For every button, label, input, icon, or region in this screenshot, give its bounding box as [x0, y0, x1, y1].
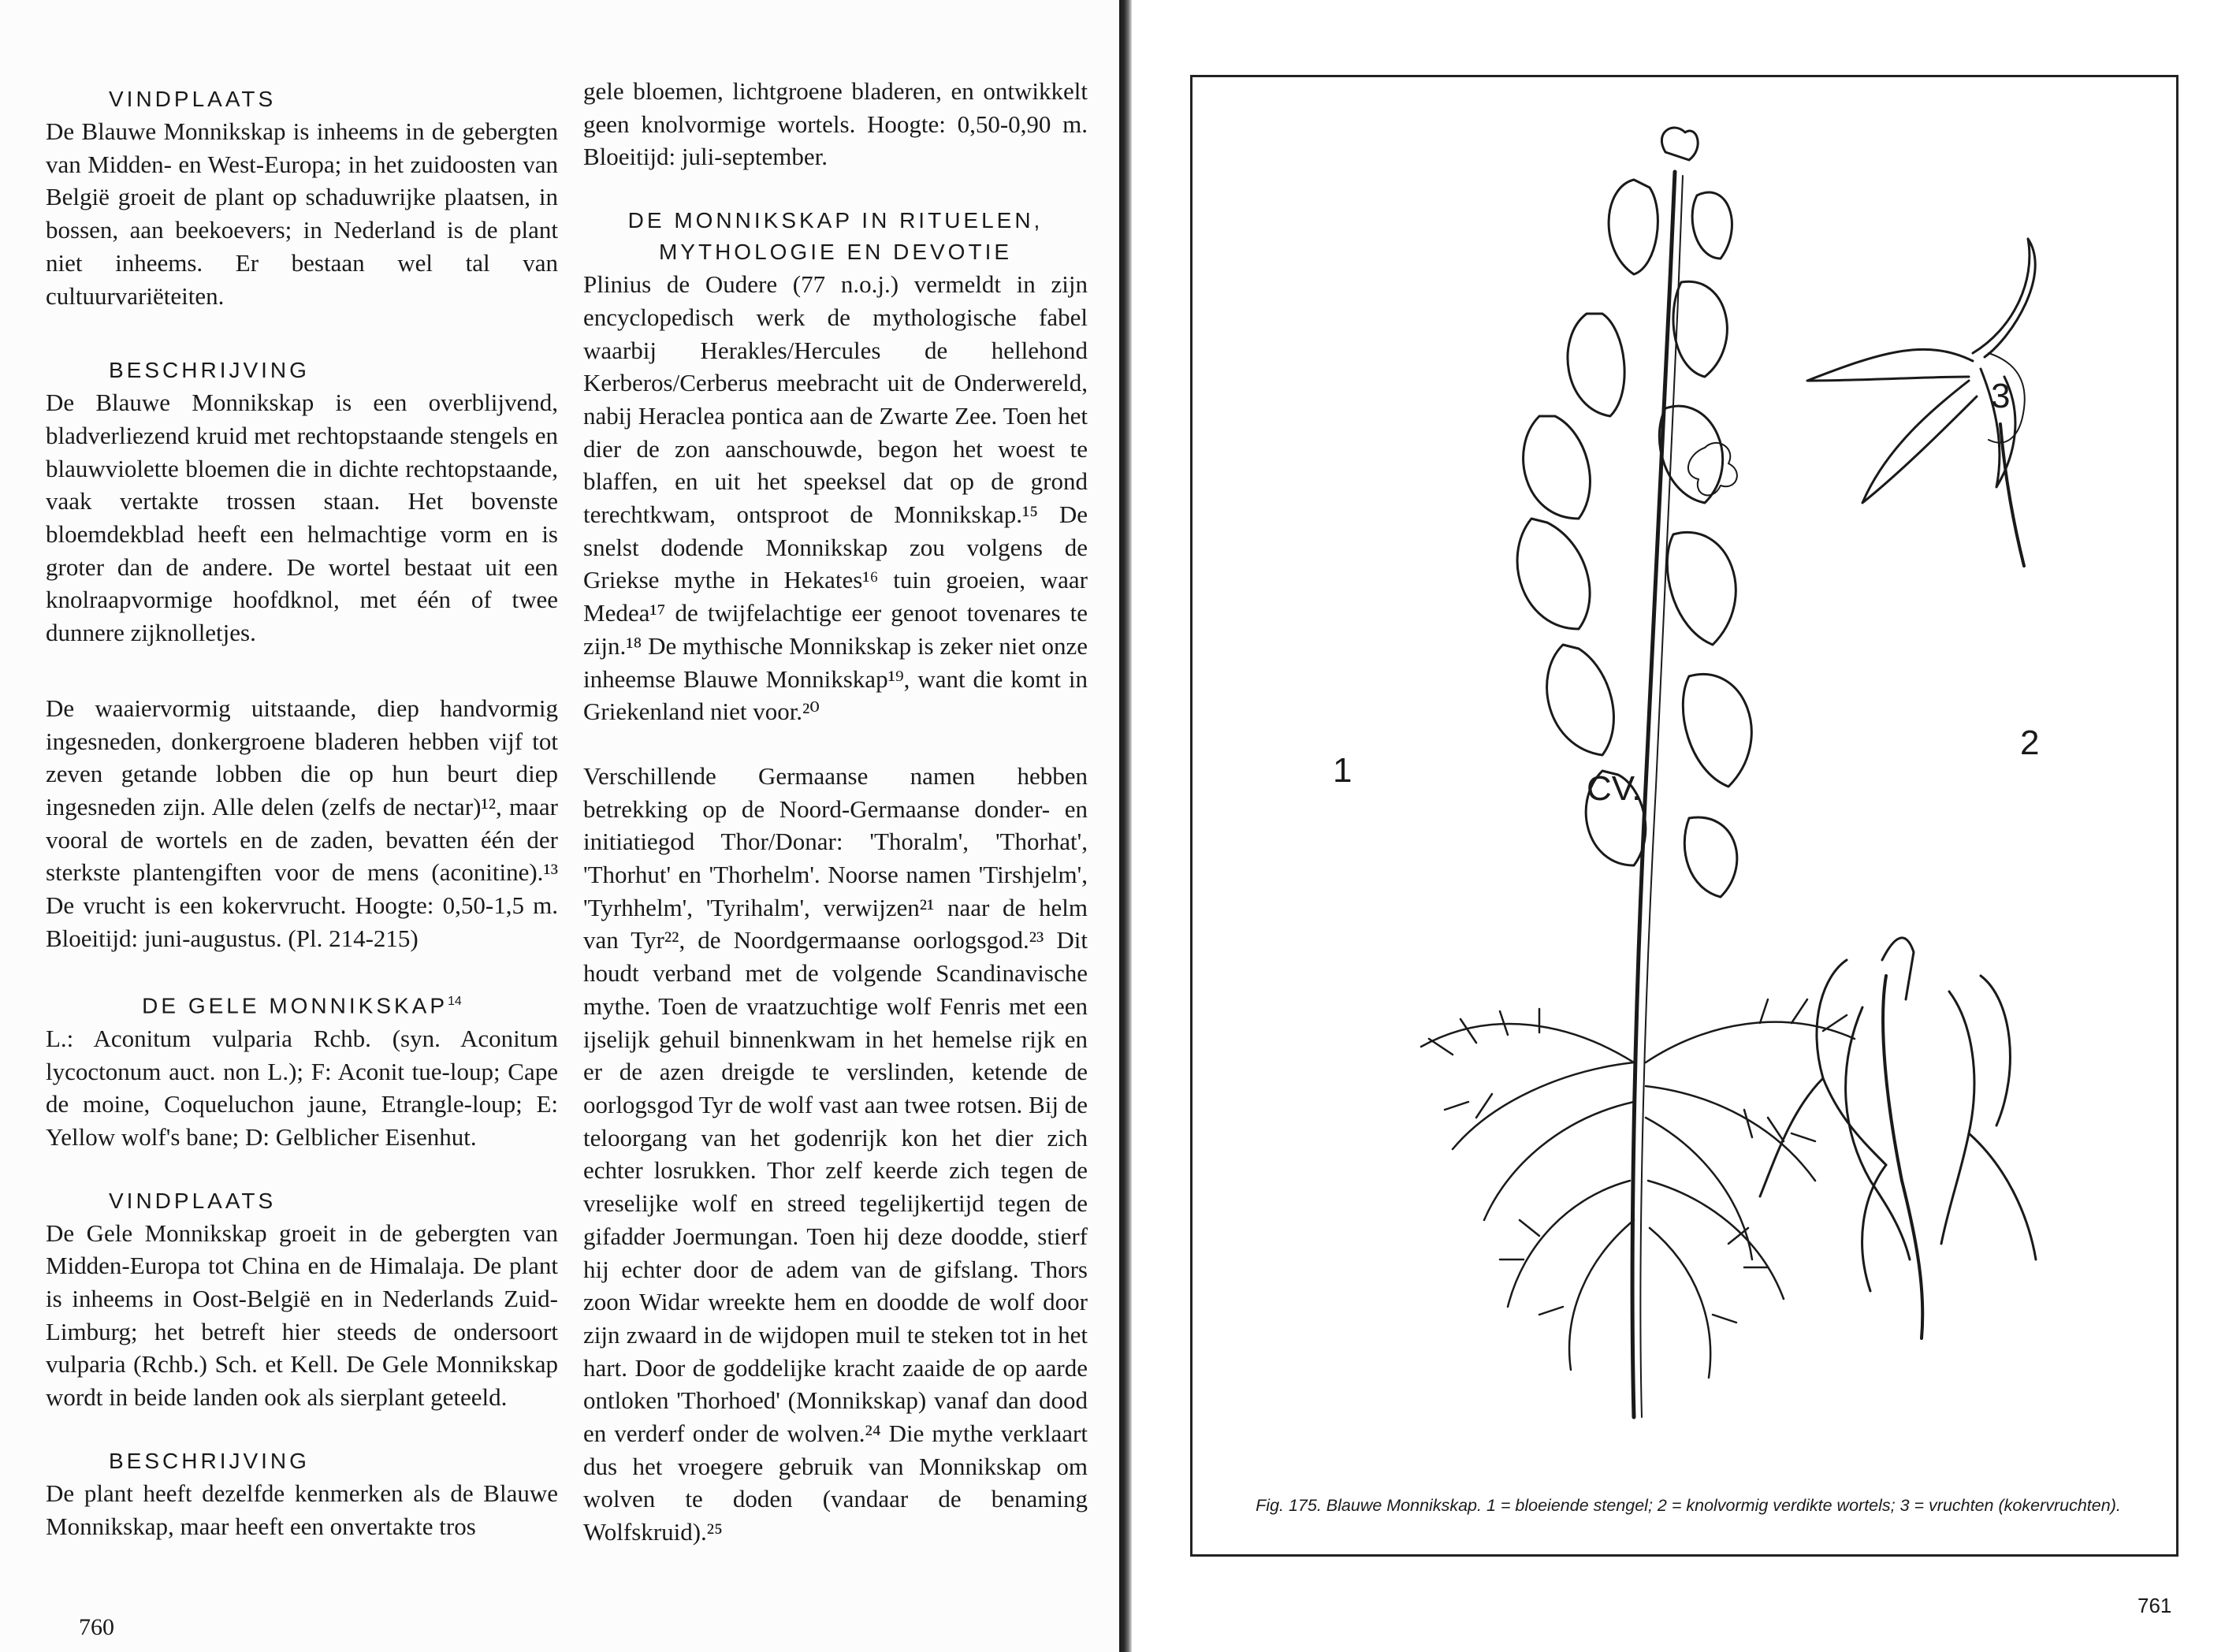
paragraph-germaans: Verschillende Germaanse namen hebben betrekking op de Noord-Germaanse donder- en initiatiegod Thor/Donar: 'Thoralm', 'Thorhat', 'Thorhut' en 'Thorhelm'. Noorse namen 'Tirshjelm', 'Tyrhhelm', 'Tyrihalm', verwijzen²¹ naar de helm van Tyr²², de Noordgermaanse oorlogsgod.²³ Dit houdt verband met de volgende Scandinavische mythe. Toen de vraatzuchtige wolf Fenris met een ijselijk gehuil binnenkwam in het hemelse rijk en er de azen dreigde te verslinden, ketende de oorlogsgod Tyr de wolf vast aan twee rotsen. Bij de teloorgang van het godenrijk kon het dier zich echter losrukken. Thor zelf keerde zich tegen de vreselijke wolf en streed tegelijkertijd tegen de gifadder Joermungan. Toen hij deze doodde, stierf hij echter door de adem van de gifslang. Thors zoon Widar wreekte hem en doodde de wolf door zijn zwaard in de wijdopen muil te steken tot in het hart. Door de goddelijke kracht zaaide de op aarde ontloken 'Thorhoed' (Monnikskap) vanaf dan dood en verderf onder de wolven.²⁴ Die mythe verklaart dus het vroegere gebruik van Monnikskap om wolven te doden (vandaar de benaming Wolfskruid).²⁵: [583, 761, 1088, 1546]
paragraph-continued: gele bloemen, lichtgroene bladeren, en ontwikkelt geen knolvormige wortels. Hoogte: 0,50-0,90 m. Bloeitijd: juli-september.: [583, 77, 1088, 171]
heading-beschrijving: BESCHRIJVING: [109, 358, 310, 383]
paragraph-vindplaats: De Blauwe Monnikskap is inheems in de gebergten van Midden- en West-Europa; in het zuidoosten van België groeit de plant op schaduwrijke plaatsen, in bossen, aan beekoevers; in Nederland is de plant niet inheems. Er bestaan wel tal van cultuurvariëteiten.: [46, 117, 558, 310]
figure-label-1: 1: [1333, 751, 1352, 790]
page-number-right: 761: [2138, 1594, 2172, 1617]
left-column: [46, 84, 558, 1542]
paragraph-vindplaats-2: De Gele Monnikskap groeit in de gebergten van Midden-Europa tot China en de Himalaja. De plant is inheems in Oost-België en in Nederlands Zuid-Limburg; het betreft hier steeds de ondersoort vulparia (Rchb.) Sch. et Kell. De Gele Monnikskap wordt in beide landen ook als sierplant geteeld.: [46, 1219, 558, 1412]
heading-gele-monnikskap: [46, 986, 558, 1021]
heading-gele-footnote: 14: [448, 995, 462, 1009]
heading-rituelen-line2: MYTHOLOGIE EN DEVOTIE: [658, 240, 1013, 265]
figure-label-2: 2: [2020, 724, 2040, 762]
figure-caption: Fig. 175. Blauwe Monnikskap. 1 = bloeiende stengel; 2 = knolvormig verdikte wortels; 3 = vruchten (kokervruchten).: [1256, 1496, 2121, 1515]
heading-vindplaats-2: VINDPLAATS: [109, 1188, 277, 1213]
heading-rituelen-line1: DE MONNIKSKAP IN RITUELEN,: [627, 208, 1044, 233]
paragraph-beschrijving-2: De plant heeft dezelfde kenmerken als de Blauwe Monnikskap, maar heeft een onvertakte tros: [46, 1479, 558, 1540]
heading-gele-prefix: DE: [142, 993, 188, 1018]
roots-illustration: [1760, 938, 2036, 1338]
figure-frame: [1190, 75, 2178, 1557]
right-column: [583, 75, 1088, 1549]
paragraph-gele-names: L.: Aconitum vulparia Rchb. (syn. Aconitum lycoctonum auct. non L.); F: Aconit tue-loup; Cape de moine, Coqueluchon jaune, Etrangle-loup; E: Yellow wolf's bane; D: Gelblicher Eisenhut.: [46, 1024, 558, 1151]
heading-beschrijving-2: BESCHRIJVING: [109, 1448, 310, 1473]
heading-vindplaats: VINDPLAATS: [109, 87, 277, 111]
leaves: [1421, 999, 1855, 1378]
figure-label-3: 3: [1991, 377, 2011, 415]
heading-gele-main: GELE MONNIKSKAP: [188, 993, 448, 1018]
paragraph-beschrijving: De Blauwe Monnikskap is een overblijvend, bladverliezend kruid met rechtopstaande stengels en blauwviolette bloemen die in dichte rechtopstaande, vaak vertakte trossen staan. Het bovenste bloemdekblad heeft een helmachtige vorm en is groter dan de andere. De wortel bestaat uit een knolraapvormige hoofdknol, met één of twee dunnere zijknolletjes.: [46, 389, 558, 647]
figure-label-cv: CV.: [1587, 769, 1642, 808]
page-number-left: 760: [79, 1614, 114, 1640]
book-spine: [1119, 0, 1132, 1652]
paragraph-bladeren: De waaiervormig uitstaande, diep handvormig ingesneden, donkergroene bladeren hebben vijf tot zeven getande lobben die op hun beurt diep ingesneden zijn. Alle delen (zelfs de nectar)¹², maar vooral de wortels en de zaden, bevatten één der sterkste plantengiften voor de mens (aconitine).¹³ De vrucht is een kokervrucht. Hoogte: 0,50-1,5 m. Bloeitijd: juni-augustus. (Pl. 214-215): [46, 694, 558, 952]
paragraph-plinius: Plinius de Oudere (77 n.o.j.) vermeldt in zijn encyclopedisch werk de mythologische fabel waarbij Herakles/Hercules de hellehond Kerberos/Cerberus meebracht uit de Onderwereld, nabij Heraclea pontica aan de Zwarte Zee. Toen het dier de zon aanschouwde, begon het woest te blaffen, en uit het speeksel dat op de grond terechtkwam, ontsproot de Monnikskap.¹⁵ De snelst dodende Monnikskap zou volgens de Griekse mythe in Hekates¹⁶ tuin groeien, waar Medea¹⁷ de twijfelachtige eer genoot tovenares te zijn.¹⁸ De mythische Monnikskap is zeker niet onze inheemse Blauwe Monnikskap¹⁹, want die komt in Griekenland niet voor.²⁰: [583, 270, 1088, 726]
